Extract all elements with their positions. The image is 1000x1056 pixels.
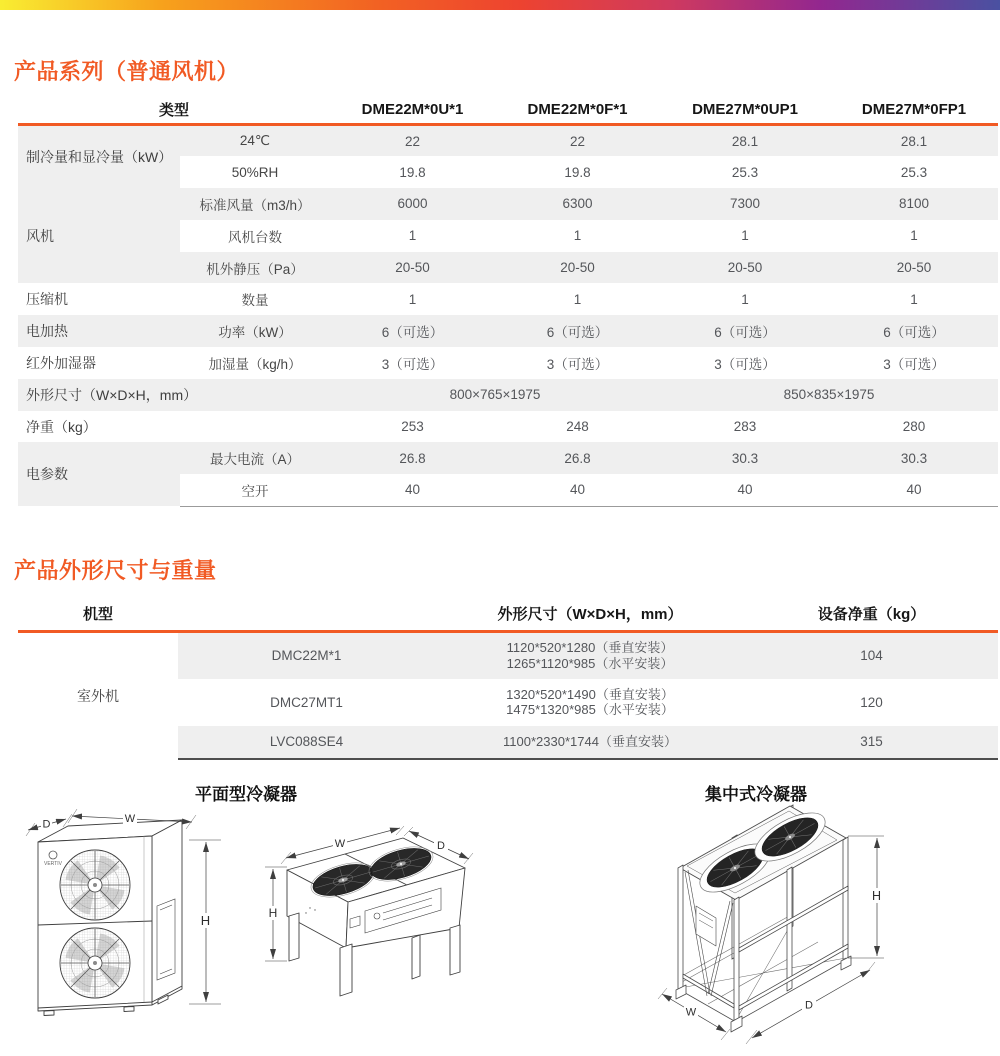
- value-cell: 1: [741, 228, 749, 244]
- sub-cell: 功率（kW）: [180, 315, 330, 347]
- value-cell: 40: [830, 474, 998, 506]
- value-cell: 253: [401, 419, 424, 435]
- column-header-model-4: DME27M*0FP1: [830, 95, 998, 125]
- value-cell: 40: [495, 474, 660, 506]
- value-cell: 19.8: [399, 164, 426, 180]
- svg-text:VERTIV: VERTIV: [44, 861, 62, 867]
- model-cell: DMC22M*1: [178, 632, 435, 679]
- value-cell: 25.3: [731, 164, 759, 180]
- value-cell: 8100: [830, 188, 998, 220]
- value-cell: 19.8: [564, 164, 591, 180]
- group-cell: 风机: [18, 188, 180, 283]
- value-cell-merged: 850×835×1975: [660, 379, 998, 411]
- value-cell: 1: [573, 291, 582, 307]
- size-line: 1320*520*1490（垂直安装）: [506, 686, 674, 702]
- section-title-dimensions-weight: 产品外形尺寸与重量: [14, 558, 217, 583]
- table-header-row: [18, 597, 998, 632]
- sub-cell: 风机台数: [228, 229, 282, 245]
- value-cell: 26.8: [495, 442, 660, 474]
- dim-label-d: D: [805, 999, 813, 1012]
- sub-cell: 机外静压（Pa）: [180, 252, 330, 284]
- size-line: 1120*520*1280（垂直安装）: [506, 640, 674, 656]
- value-cell: 1: [910, 228, 918, 244]
- value-cell: 28.1: [660, 125, 830, 157]
- value-cell: 1: [573, 228, 582, 244]
- product-series-table: [18, 95, 998, 507]
- section-title-product-series: 产品系列（普通风机）: [14, 59, 240, 84]
- dim-label-h: H: [871, 889, 882, 903]
- value-cell: 248: [566, 419, 589, 435]
- group-cell: 红外加湿器: [26, 354, 96, 371]
- value-cell: 283: [733, 419, 757, 435]
- value-cell: 30.3: [830, 442, 998, 474]
- table-row: [18, 442, 998, 474]
- value-cell: 30.3: [660, 442, 830, 474]
- column-header-type: 类型: [18, 95, 330, 125]
- table-row: [18, 188, 998, 220]
- table-row: [18, 283, 998, 315]
- fan-grille-bottom: [60, 928, 130, 998]
- value-cell: 3（可选）: [883, 356, 945, 372]
- value-cell: 7300: [660, 188, 830, 220]
- group-cell: 电参数: [18, 442, 180, 506]
- table-row: [18, 411, 998, 443]
- dim-label-w: W: [334, 838, 346, 850]
- value-cell: 1: [408, 291, 417, 307]
- value-cell: 25.3: [900, 164, 928, 180]
- weight-cell: 104: [745, 632, 998, 679]
- value-cell: 22: [330, 125, 495, 157]
- value-cell: 3（可选）: [546, 356, 609, 372]
- value-cell: 3（可选）: [714, 356, 776, 372]
- value-cell: 1: [910, 291, 918, 307]
- dim-label-w: W: [124, 813, 136, 825]
- table-row: [18, 125, 998, 157]
- value-cell: 28.1: [830, 125, 998, 157]
- value-cell: 40: [660, 474, 830, 506]
- column-header-weight: 设备净重（kg）: [745, 597, 998, 632]
- dimensions-weight-table: [18, 597, 998, 760]
- side-label-panel: [157, 899, 175, 980]
- table-row: [18, 347, 998, 379]
- size-cell: [435, 632, 745, 679]
- central-condenser-drawing: [636, 800, 916, 1052]
- model-cell: LVC088SE4: [178, 726, 435, 759]
- size-line: 1265*1120*985（水平安装）: [506, 655, 674, 671]
- column-header-empty: [178, 597, 435, 632]
- central-condenser-title: 集中式冷凝器: [705, 785, 807, 804]
- value-cell: 20-50: [660, 252, 830, 284]
- table-row: [18, 379, 998, 411]
- column-header-model-3: DME27M*0UP1: [660, 95, 830, 125]
- value-cell: 26.8: [330, 442, 495, 474]
- sub-cell: 标准风量（m3/h）: [180, 188, 330, 220]
- size-line: 1475*1320*985（水平安装）: [506, 702, 674, 717]
- group-cell-outdoor-unit: 室外机: [77, 687, 119, 704]
- table-header-row: [18, 95, 998, 125]
- table-row: [18, 632, 998, 679]
- column-header-model-2: DME22M*0F*1: [495, 95, 660, 125]
- sub-cell: 加湿量（kg/h）: [208, 356, 302, 372]
- column-header-size: 外形尺寸（W×D×H，mm）: [435, 597, 745, 632]
- value-cell: 40: [330, 474, 495, 506]
- dim-label-d: D: [437, 840, 445, 852]
- flat-condenser-horizontal-drawing: [262, 826, 482, 1004]
- size-cell: [435, 726, 745, 759]
- sub-cell: 空开: [180, 474, 330, 506]
- fan-grille-top: [60, 850, 130, 920]
- weight-cell: 315: [745, 726, 998, 759]
- value-cell: 6（可选）: [330, 315, 495, 347]
- sub-cell: 最大电流（A）: [180, 442, 330, 474]
- value-cell-merged: 800×765×1975: [330, 379, 660, 411]
- flat-condenser-vertical-drawing: [24, 806, 224, 1018]
- value-cell: 6（可选）: [660, 315, 830, 347]
- dim-label-w: W: [685, 1006, 697, 1019]
- group-cell: 外形尺寸（W×D×H，mm）: [18, 379, 330, 411]
- value-cell: 280: [902, 419, 926, 435]
- value-cell: 3（可选）: [381, 356, 444, 372]
- dim-label-d: D: [42, 818, 51, 831]
- model-cell: DMC27MT1: [270, 694, 343, 710]
- value-cell: 20-50: [830, 252, 998, 284]
- dim-label-h: H: [200, 913, 211, 928]
- group-cell: 电加热: [18, 315, 180, 347]
- value-cell: 6（可选）: [495, 315, 660, 347]
- value-cell: 1: [408, 228, 417, 244]
- value-cell: 22: [495, 125, 660, 157]
- value-cell: 6（可选）: [830, 315, 998, 347]
- size-cell: [435, 679, 745, 726]
- value-cell: 6000: [330, 188, 495, 220]
- top-gradient-bar: [0, 0, 1000, 10]
- dim-label-h: H: [268, 906, 278, 920]
- group-cell: 净重（kg）: [26, 418, 97, 435]
- weight-cell: 120: [860, 694, 883, 710]
- value-cell: 20-50: [495, 252, 660, 284]
- sub-cell: 24℃: [180, 125, 330, 157]
- column-header-model-1: DME22M*0U*1: [330, 95, 495, 125]
- column-header-machine-type: 机型: [18, 597, 178, 632]
- table-row: [18, 315, 998, 347]
- value-cell: 1: [741, 291, 749, 307]
- flat-condenser-title: 平面型冷凝器: [195, 785, 297, 804]
- sub-cell: 数量: [241, 293, 269, 309]
- sub-cell: 50%RH: [231, 164, 279, 180]
- group-cell: 制冷量和显冷量（kW）: [18, 125, 180, 189]
- frame-near-members: [676, 865, 851, 1032]
- group-cell: 压缩机: [26, 291, 68, 308]
- value-cell: 6300: [495, 188, 660, 220]
- value-cell: 20-50: [330, 252, 495, 284]
- size-line: 1100*2330*1744（垂直安装）: [503, 733, 677, 749]
